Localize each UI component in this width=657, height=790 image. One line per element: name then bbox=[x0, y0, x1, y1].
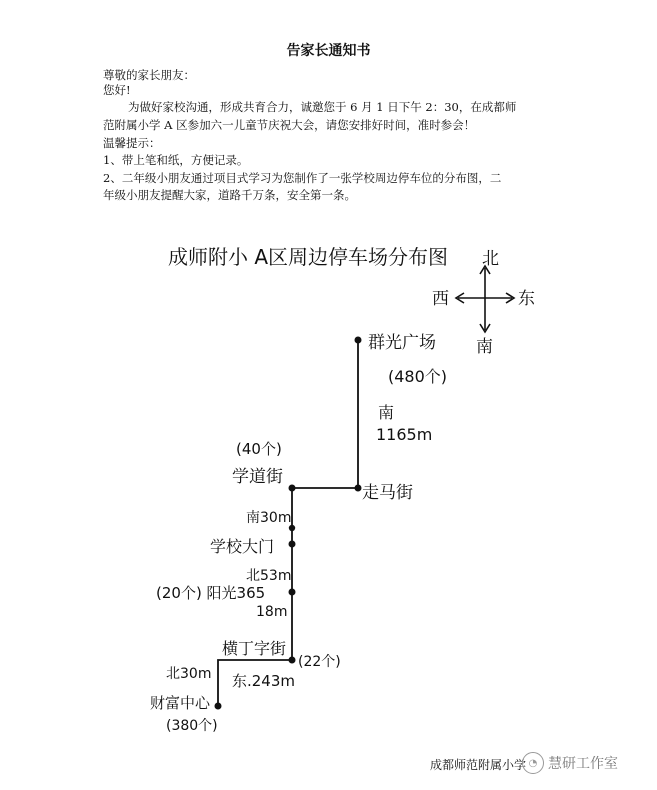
watermark bbox=[522, 752, 618, 774]
label-hengding: 横丁字街 bbox=[222, 639, 287, 658]
compass-north: 北 bbox=[482, 249, 499, 269]
compass-west: 西 bbox=[432, 289, 449, 309]
label-bei53: 北53m bbox=[246, 568, 292, 584]
label-xuedao-count: (40个) bbox=[236, 440, 282, 458]
body-line-1: 为做好家校沟通，形成共育合力，诚邀您于 6 月 1 日下午 2：30，在成都师 bbox=[128, 100, 517, 114]
parking-map bbox=[0, 230, 657, 750]
dot-school-gate bbox=[289, 541, 296, 548]
label-dist18: 18m bbox=[256, 604, 288, 620]
label-nan30: 南30m bbox=[246, 510, 292, 526]
dot-zouma bbox=[355, 485, 362, 492]
compass-south: 南 bbox=[476, 337, 493, 357]
letter-title: 告家长通知书 bbox=[286, 43, 371, 59]
label-caifu-count: (380个) bbox=[166, 718, 218, 734]
tips-title: 温馨提示： bbox=[103, 136, 161, 150]
label-bei30: 北30m bbox=[166, 666, 212, 682]
map-title: 成师附小 A区周边停车场分布图 bbox=[168, 245, 449, 269]
label-yangguang: (20个) 阳光365 bbox=[156, 584, 266, 602]
dot-qunguang bbox=[355, 337, 362, 344]
tip-1: 1、带上笔和纸，方便记录。 bbox=[103, 153, 249, 167]
compass-east: 东 bbox=[518, 289, 535, 309]
label-nan-dist: 1165m bbox=[376, 425, 433, 444]
label-qunguang: 群光广场 bbox=[368, 333, 436, 353]
label-dong243: 东.243m bbox=[232, 672, 296, 690]
tip-2-line-2: 年级小朋友提醒大家，道路千万条，安全第一条。 bbox=[103, 188, 356, 202]
label-hengding-count: (22个) bbox=[298, 654, 341, 670]
signature: 成都师范附属小学 bbox=[430, 758, 527, 772]
label-caifu: 财富中心 bbox=[150, 694, 211, 712]
label-nan-dir: 南 bbox=[378, 403, 395, 422]
dot-xuedao bbox=[289, 485, 296, 492]
watermark-text: 慧研工作室 bbox=[548, 756, 618, 772]
wechat-icon: ◔ bbox=[522, 752, 544, 774]
body-line-2: 范附属小学 A 区参加六一儿童节庆祝大会，请您安排好时间，准时参会！ bbox=[103, 118, 476, 132]
dot-caifu bbox=[215, 703, 222, 710]
greeting: 尊敬的家长朋友： bbox=[103, 68, 195, 82]
label-xuedao: 学道街 bbox=[232, 467, 283, 487]
dot-hengding bbox=[289, 657, 296, 664]
hello: 您好! bbox=[103, 83, 131, 97]
tip-2-line-1: 2、二年级小朋友通过项目式学习为您制作了一张学校周边停车位的分布图，二 bbox=[103, 171, 502, 185]
label-school-gate: 学校大门 bbox=[210, 537, 275, 556]
dot-yangguang bbox=[289, 589, 296, 596]
label-zouma: 走马街 bbox=[362, 483, 413, 503]
label-qunguang-count: (480个) bbox=[388, 367, 448, 386]
